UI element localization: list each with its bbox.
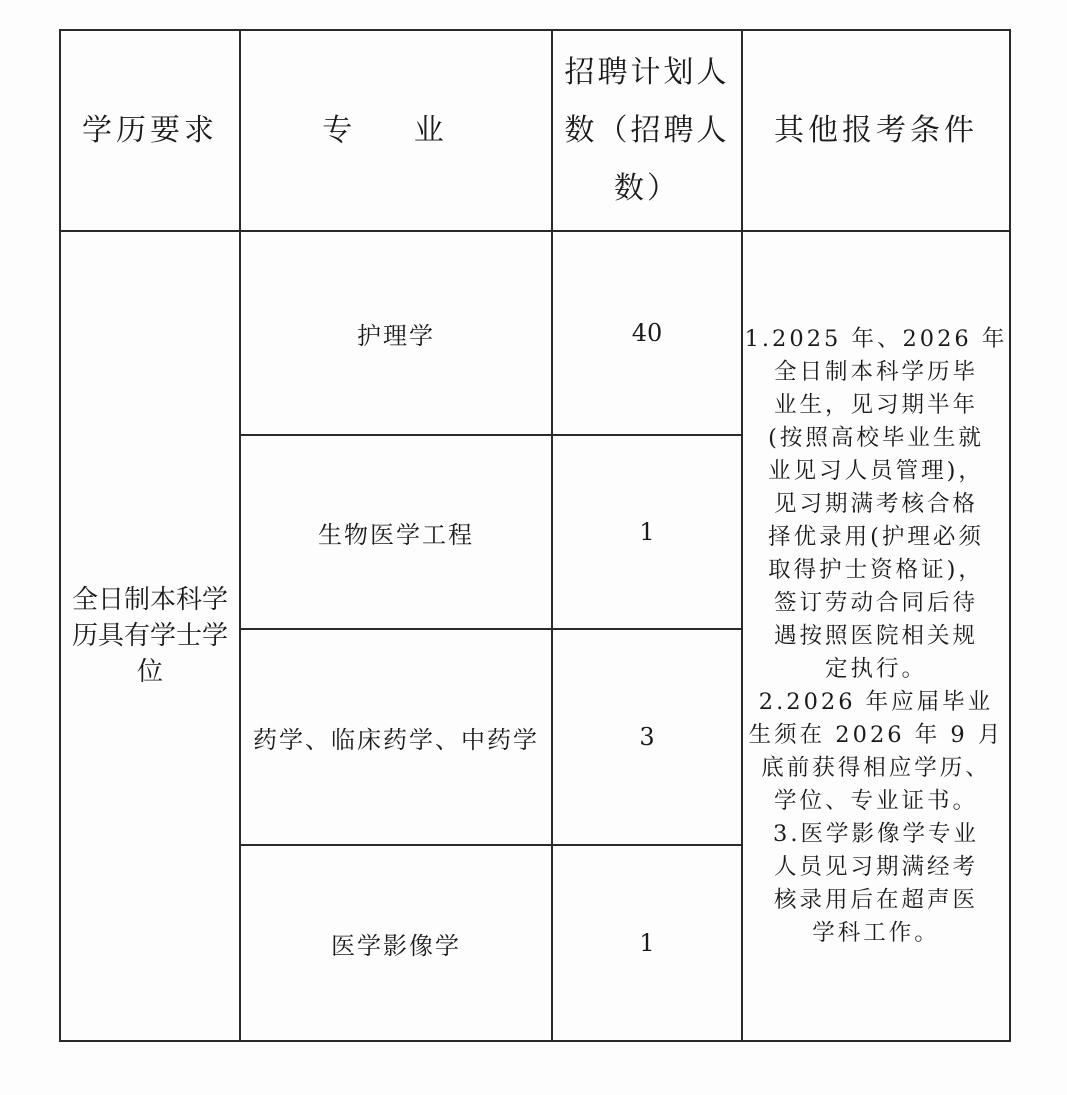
condition-line: 取得护士资格证)，: [768, 556, 984, 583]
condition-line: 业见习人员管理)，: [768, 457, 984, 484]
major-cell: 护理学: [240, 231, 552, 435]
count-cell: 40: [552, 231, 742, 435]
condition-line: 见习期满考核合格: [773, 490, 978, 517]
table-row: [60, 231, 1010, 435]
header-education: 学历要求: [60, 30, 240, 231]
count-cell: 1: [552, 435, 742, 629]
header-major: 专 业: [240, 30, 552, 231]
condition-line: 学位、专业证书。: [773, 787, 978, 814]
header-count: 招聘计划人数（招聘人数）: [552, 30, 742, 231]
education-requirement-cell: 全日制本科学历具有学士学位: [60, 231, 240, 1041]
condition-line: 业生，见习期半年: [773, 391, 978, 418]
count-cell: 1: [552, 845, 742, 1041]
condition-line: 全日制本科学历毕: [773, 358, 978, 385]
header-conditions: 其他报考条件: [742, 30, 1010, 231]
condition-line: 2.2026 年应届毕业: [758, 688, 994, 715]
condition-line: 签订劳动合同后待: [773, 589, 978, 616]
condition-line: 遇按照医院相关规: [773, 622, 978, 649]
condition-line: 人员见习期满经考: [773, 853, 978, 880]
major-cell: 生物医学工程: [240, 435, 552, 629]
condition-line: (按照高校毕业生就: [768, 424, 984, 451]
condition-line: 择优录用(护理必须: [768, 523, 984, 550]
major-cell: 医学影像学: [240, 845, 552, 1041]
header-row: [60, 30, 1010, 231]
count-cell: 3: [552, 629, 742, 845]
condition-line: 3.医学影像学专业: [773, 820, 979, 847]
recruitment-table: [59, 29, 1011, 1042]
condition-line: 底前获得相应学历、: [761, 754, 991, 781]
condition-line: 核录用后在超声医: [773, 886, 978, 913]
condition-line: 生须在 2026 年 9 月: [748, 721, 1004, 748]
major-cell: 药学、临床药学、中药学: [240, 629, 552, 845]
condition-line: 1.2025 年、2026 年: [744, 325, 1008, 352]
condition-line: 学科工作。: [812, 919, 940, 946]
conditions-cell: [742, 231, 1010, 1041]
condition-line: 定执行。: [824, 655, 927, 682]
